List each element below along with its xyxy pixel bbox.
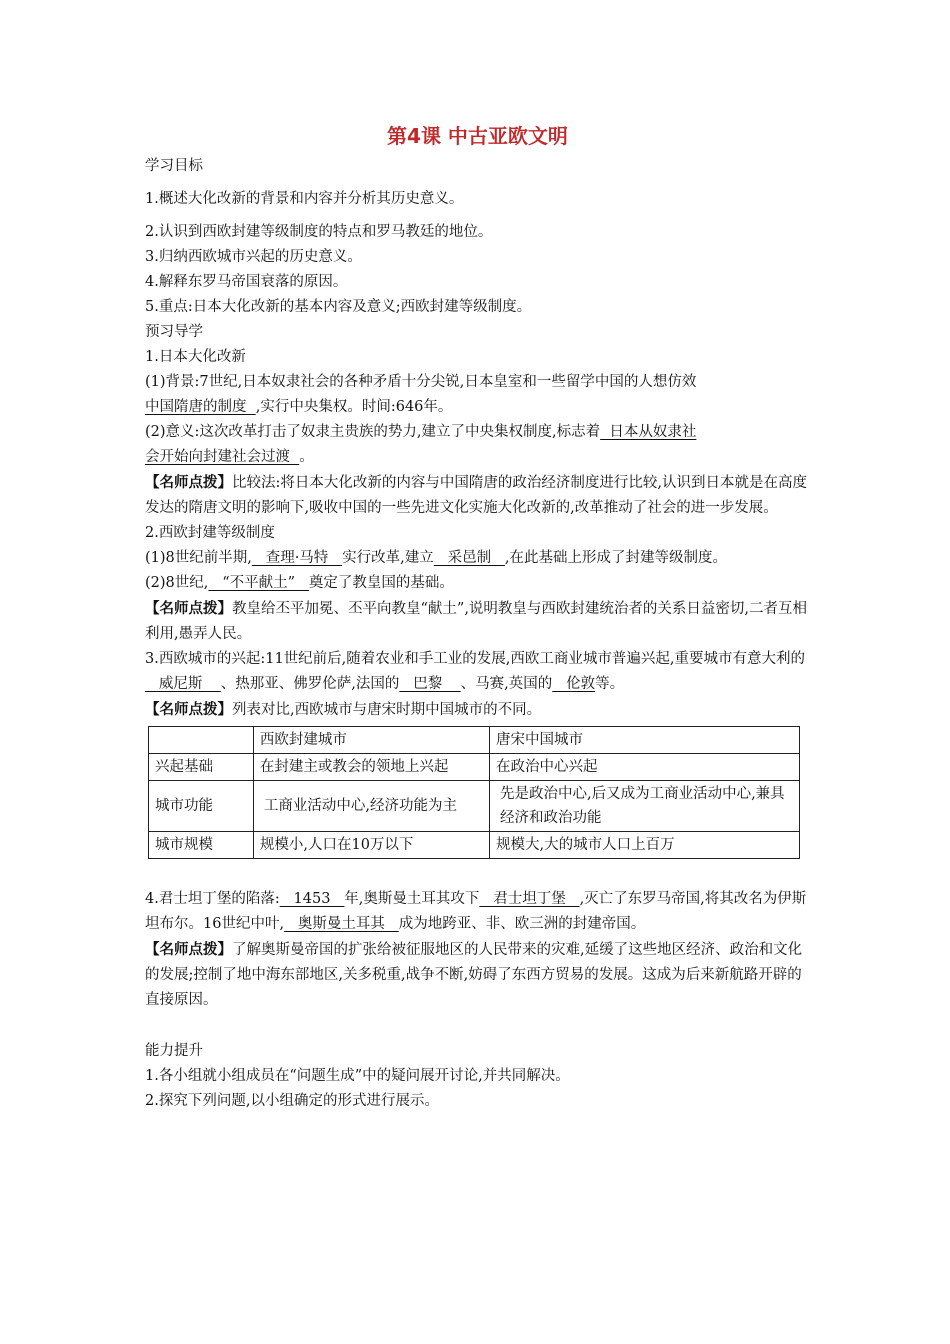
preview-heading: 预习导学: [145, 324, 203, 340]
table-header-cell: 西欧封建城市: [253, 727, 489, 754]
tip-text: 了解奥斯曼帝国的扩张给被征服地区的人民带来的灾难,延缓了这些地区经济、政治和文化的发展;控制了地中海东部地区,关多税重,战争不断,妨碍了东西方贸易的发展。这成为后来新航路开辟的直接原因。: [145, 942, 803, 1008]
table-cell: 城市功能: [149, 781, 254, 832]
table-cell: 兴起基础: [149, 754, 254, 781]
objective-item: 5.重点:日本大化改新的基本内容及意义;西欧封建等级制度。: [145, 299, 532, 315]
text: ,实行中央集权。时间:646年。: [255, 399, 453, 415]
table-header-cell: [149, 727, 254, 754]
teacher-tip: [145, 596, 810, 647]
objectives-heading: 学习目标: [145, 158, 203, 174]
text: 实行改革,建立: [342, 550, 434, 566]
text: 、马赛,英国的: [460, 676, 553, 692]
fill-blank: 君士坦丁堡: [479, 891, 580, 907]
tip-label: 【名师点拨】: [145, 941, 232, 958]
fill-blank: 1453: [279, 891, 345, 907]
section-heading: 2.西欧封建等级制度: [145, 525, 275, 541]
text: 成为地跨亚、非、欧三洲的封建帝国。: [398, 916, 646, 932]
objective-item: 2.认识到西欧封建等级制度的特点和罗马教廷的地位。: [145, 224, 493, 240]
table-header-row: [149, 727, 800, 754]
fill-blank: 查理·马特: [251, 550, 343, 566]
ability-item: 2.探究下列问题,以小组确定的形式进行展示。: [145, 1093, 439, 1109]
tip-text: 教皇给丕平加冕、丕平向教皇“献土”,说明教皇与西欧封建统治者的关系日益密切,二者互相利用,愚弄人民。: [145, 601, 808, 642]
tip-label: 【名师点拨】: [145, 600, 232, 617]
paragraph: [145, 571, 810, 596]
fill-blank: 巴黎: [399, 676, 461, 692]
table-row: [149, 832, 800, 859]
page-title: 第4课 中古亚欧文明: [387, 124, 568, 148]
objective-item: 3.归纳西欧城市兴起的历史意义。: [145, 249, 362, 265]
teacher-tip: [145, 470, 810, 521]
paragraph: [145, 420, 810, 470]
teacher-tip: [145, 697, 810, 723]
tip-label: 【名师点拨】: [145, 474, 232, 491]
fill-blank: 会开始向封建社会过渡: [145, 449, 300, 465]
text: (2)8世纪,: [145, 575, 209, 591]
teacher-tip: [145, 937, 810, 1013]
fill-blank: 威尼斯: [145, 676, 221, 692]
paragraph: [145, 887, 810, 937]
text: 3.西欧城市的兴起:11世纪前后,随着农业和手工业的发展,西欧工商业城市普遍兴起,重要城市有意大利的: [145, 651, 805, 667]
ability-heading: 能力提升: [145, 1043, 203, 1059]
table-row: [149, 754, 800, 781]
section-heading: 1.日本大化改新: [145, 349, 246, 365]
text: 等。: [595, 676, 625, 692]
fill-blank: 中国隋唐的制度: [145, 399, 256, 415]
table-row: [149, 781, 800, 832]
comparison-table: [148, 726, 800, 859]
text: 年,奥斯曼土耳其攻下: [344, 891, 480, 907]
objective-item: 1.概述大化改新的背景和内容并分析其历史意义。: [145, 191, 464, 207]
text: (2)意义:这次改革打击了奴隶主贵族的势力,建立了中央集权制度,标志着: [145, 424, 601, 440]
text: 奠定了教皇国的基础。: [308, 575, 454, 591]
fill-blank: 采邑制: [433, 550, 505, 566]
text: 4.君士坦丁堡的陷落:: [145, 891, 280, 907]
tip-text: 比较法:将日本大化改新的内容与中国隋唐的政治经济制度进行比较,认识到日本就是在高度发达的隋唐文明的影响下,吸收中国的一些先进文化实施大化改新的,改革推动了社会的进一步发展。: [145, 475, 807, 516]
fill-blank: 奥斯曼土耳其: [284, 916, 399, 932]
document-page: [145, 120, 810, 1114]
fill-blank: 伦敦: [552, 676, 596, 692]
table-cell: 规模小,人口在10万以下: [253, 832, 489, 859]
table-cell: 在政治中心兴起: [489, 754, 799, 781]
fill-blank: “不平献土”: [208, 575, 309, 591]
tip-text: 列表对比,西欧城市与唐宋时期中国城市的不同。: [232, 702, 542, 718]
paragraph: [145, 370, 810, 420]
text: (1)背景:7世纪,日本奴隶社会的各种矛盾十分尖锐,日本皇室和一些留学中国的人想仿效: [145, 374, 697, 390]
text: ,灭亡了东罗马帝国,将其改名为伊斯坦布尔。16世纪中叶,: [145, 891, 807, 932]
table-cell: 规模大,大的城市人口上百万: [489, 832, 799, 859]
objective-item: 4.解释东罗马帝国衰落的原因。: [145, 274, 348, 290]
table-cell: 工商业活动中心,经济功能为主: [253, 781, 489, 832]
table-cell: 城市规模: [149, 832, 254, 859]
ability-item: 1.各小组就小组成员在“问题生成”中的疑问展开讨论,并共同解决。: [145, 1068, 570, 1084]
table-cell: 在封建主或教会的领地上兴起: [253, 754, 489, 781]
tip-label: 【名师点拨】: [145, 701, 232, 718]
text: (1)8世纪前半期,: [145, 550, 252, 566]
text: 。: [299, 449, 314, 465]
paragraph: [145, 546, 810, 571]
text: ,在此基础上形成了封建等级制度。: [504, 550, 728, 566]
table-header-cell: 唐宋中国城市: [489, 727, 799, 754]
table-cell: 先是政治中心,后又成为工商业活动中心,兼具经济和政治功能: [489, 781, 799, 832]
text: 、热那亚、佛罗伦萨,法国的: [220, 676, 400, 692]
fill-blank: 日本从奴隶社: [600, 424, 697, 440]
paragraph: [145, 647, 810, 697]
